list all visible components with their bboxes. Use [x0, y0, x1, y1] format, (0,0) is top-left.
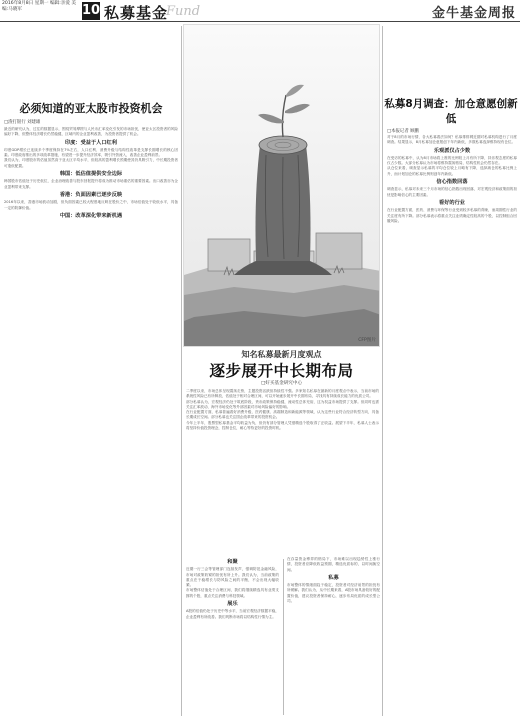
- paragraph: 最近的研究认为，过往的数据显示，围绕贸易摩擦与人民币汇率变化引发的市场担忧，使亚太区投资者的风险偏好下降，但整体经济增长仍然稳健，区域内的企业盈利改善，为投资者提供了机会。: [4, 127, 178, 137]
- paragraph: 在受访的私募中，认为8月市场将上涨的比例较上月有所下降，持乐观态度的私募仅占少数。大部分私募认为市场将维持震荡格局，结构性机会仍然存在。: [387, 155, 517, 166]
- paragraph: 我们认为，印度股市的估值虽然高于亚太区平均水平，但较高的盈利增长预期使其仍具吸引力，中长期投资者可逢低配置。: [4, 158, 178, 168]
- paragraph: 市场整体的情绪面趋于稳定，投资者对经济前景的担忧有所缓解。我们认为，从中长期来看，A股市场具备较好的配置价值，建议投资者保持耐心，逐步布局优质的成长型公司。: [287, 583, 380, 604]
- subheading: 中国：改革深化带来新机遇: [59, 212, 123, 219]
- paragraph: 从仓位来看，调查显示私募的平均仓位较上月略有下降，选择减仓的私募比例上升，而计划加仓的私募比例则创年内新低。: [387, 166, 517, 176]
- center-article-byline: □好买基金研究中心: [260, 381, 303, 386]
- subheading: 印度：受益于人口红利: [65, 139, 117, 146]
- paragraph: A股的估值仍处于历史中等水平，当前宏观经济数据平稳，企业盈利有所改善。我们判断市场将以结构性行情为主。: [186, 609, 279, 619]
- right-article-byline: □本报记者 顾鹏: [387, 129, 419, 134]
- page-header: [0, 0, 520, 22]
- paragraph: 在存量资金博弈的格局下，市场难以出现趋势性上涨行情，投资者应降低收益预期，精选优质标的，以时间换空间。: [287, 557, 380, 572]
- subheading: 信心指数回落: [436, 179, 468, 186]
- masthead-logo: 金牛基金周报: [431, 6, 516, 21]
- bottom-right-column: [287, 557, 380, 717]
- paragraph: 调查显示，私募对未来三个月市场的信心指数出现回落，对宏观经济和政策面的担忧是影响信心的主要因素。: [387, 187, 517, 197]
- subheading: 展乐: [227, 601, 238, 608]
- paragraph: 部分私募认为，宏观经济仍处于筑底阶段，货币政策保持稳健，流动性总体充裕，这为权益市场提供了支撑。但同时也需关注汇率波动、海外市场变化等外部因素对市场风险偏好的影响。: [186, 399, 379, 409]
- left-article-body: [4, 127, 178, 221]
- subheading: 韩国：低估值提供安全边际: [59, 171, 123, 178]
- subheading: 乐观派仅占少数: [433, 147, 471, 154]
- tree-stump-illustration: [184, 25, 380, 347]
- paragraph: 市场整体估值处于合理区间，我们将继续精选具有业绩支撑的个股，重点关注消费与科技领域。: [186, 588, 279, 598]
- issue-meta: 2016年8月8日 星期一 编辑:亲爱 美编:马晓军: [2, 1, 76, 12]
- paragraph: 印度GDP增长已连续多个季度保持在7%左右，人口红利、消费升级与结构性改革是支撑长期增长的核心因素。印度政府推出的多项改革措施，有望进一步提升经济效率，吸引外资流入，改善企业盈利前景。: [4, 147, 178, 158]
- column-divider: [181, 26, 182, 716]
- section-title: 私募基金: [104, 4, 169, 22]
- column-divider: [382, 26, 383, 716]
- paragraph: 在行业配置方面，医药、消费与环保等行业受到较多私募的青睐，而周期性行业的关注度有所下降。部分私募表示将重点关注业绩确定性较高的个股，以控制组合回撤风险。: [387, 208, 517, 223]
- feature-illustration: [183, 24, 380, 347]
- paragraph: 近期一行三会等管理部门连续发声，强调防范金融风险，市场对政策收紧的担忧有所上升。我们认为，当前政策的重点在于稳增长与防风险之间的平衡，不会出现大幅收紧。: [186, 567, 279, 588]
- center-bottom-columns: [186, 557, 380, 717]
- page-number-badge: 10: [82, 3, 101, 18]
- subheading: 私募: [328, 574, 339, 581]
- left-article-headline: 必须知道的亚太股市投资机会: [19, 102, 163, 115]
- subheading: 香港：负面因素已逐步反映: [59, 191, 123, 198]
- center-article-kicker: 知名私募最新月度观点: [241, 350, 322, 359]
- right-article-headline: 私募8月调查：加仓意愿创新低: [384, 98, 518, 125]
- center-article-headline: 逐步展开中长期布局: [209, 362, 354, 380]
- section-title-en: Fund: [166, 4, 201, 19]
- bottom-left-column: [186, 557, 279, 717]
- subheading: 看好的行业: [439, 199, 465, 206]
- subheading: 和聚: [227, 559, 238, 565]
- photo-credit: CFP图片: [358, 338, 376, 343]
- paragraph: 2016年以来，香港市场波动加剧，但负面因素已较大程度地反映在股价之中，市场估值处于较低水平，具备一定的防御价值。: [4, 200, 178, 210]
- paragraph: 今年上半年，股票型私募基金平均收益为负，但仍有部分管理人凭借精选个股取得了正收益。展望下半年，私募人士表示将坚持价值投资理念，控制仓位，耐心等待更好的投资时机。: [186, 420, 379, 431]
- paragraph: 在行业配置方面，私募普遍看好消费升级、医药健康、高端制造和新能源等领域，认为这些行业符合经济转型方向，具备长期成长空间。部分私募也关注国企改革带来的投资机会。: [186, 410, 379, 420]
- right-article-body: [387, 135, 517, 224]
- left-article-byline: □渣打银行 刘建雄: [4, 120, 41, 125]
- paragraph: 韩国股市估值处于历史低位，企业治理改善与股东回报提升将成为推动市场重估的重要因素。出口改善亦为企业盈利带来支撑。: [4, 179, 178, 189]
- paragraph: 二季度以来，市场总体呈现震荡走势，主题投资活跃但持续性不强。多家知名私募在最新的月度观点中表示，当前市场的系统性风险已有所释放，估值处于相对合理区间，可以开始逐步展开中长期布局，寻找具有持续成长能力的优质公司。: [186, 389, 379, 399]
- center-article-body: [186, 389, 379, 431]
- paragraph: 对于8月的市场行情，各大私募看法如何？私募排排网近期对私募机构进行了月度调查。结果显示，8月私募加仓意愿创下年内新低，多数私募选择维持现有仓位。: [387, 135, 517, 145]
